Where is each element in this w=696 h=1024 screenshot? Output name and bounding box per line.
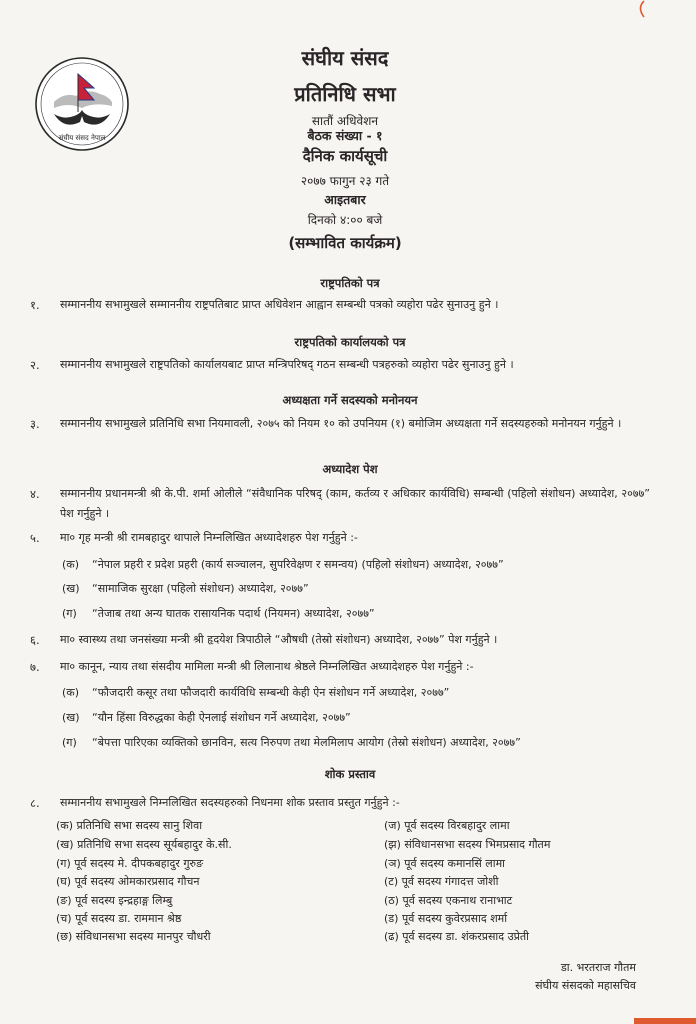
condolence-member: (ढ) पूर्व सदस्य डा. शंकरप्रसाद उप्रेती (384, 930, 530, 943)
condolence-member: (ञ) पूर्व सदस्य कमानसिं लामा (384, 857, 506, 870)
item-number: २. (30, 358, 40, 372)
sub-item-text: “फौजदारी कसूर तथा फौजदारी कार्यविधि सम्बन्धी केही ऐन संशोधन गर्ने अध्यादेश, २०७७” (92, 686, 450, 699)
condolence-member: (ख) प्रतिनिधि सभा सदस्य सूर्यबहादुर के.सी. (56, 838, 232, 851)
condolence-member: (च) पूर्व सदस्य डा. राममान श्रेष्ठ (56, 912, 182, 925)
item-number: ५. (30, 531, 40, 545)
item-number: १. (30, 298, 40, 312)
agenda-item-text: मा० कानून, न्याय तथा संसदीय मामिला मन्त्री श्री लिलानाथ श्रेष्ठले निम्नलिखित अध्यादेशहरु पेश गर्नुहुने :- (60, 660, 474, 673)
condolence-member: (ड) पूर्व सदस्य कुवेरप्रसाद शर्मा (384, 912, 508, 925)
agenda-item-text: सम्माननीय सभामुखले राष्ट्रपतिको कार्यालयबाट प्राप्त मन्त्रिपरिषद् गठन सम्बन्धी पत्रहरुको व्यहोरा पढेर सुनाउनु हुने । (60, 358, 514, 371)
item-number: ८. (30, 796, 40, 810)
parliament-emblem-icon (34, 56, 130, 152)
section-heading: शोक प्रस्ताव (324, 767, 376, 781)
sub-item-text: “नेपाल प्रहरी र प्रदेश प्रहरी (कार्य सञ्चालन, सुपरिवेक्षण र समन्वय) (पहिलो संशोधन) अध्यादेश, २०७७” (92, 558, 504, 571)
agenda-item-text: सम्माननीय सभामुखले प्रतिनिधि सभा नियमावली, २०७५ को नियम १० को उपनियम (१) बमोजिम अध्यक्षता गर्ने सदस्यहरुको मनोनयन गर्नुहुने । (60, 417, 622, 430)
svg-text:संघीय संसद नेपाल: संघीय संसद नेपाल (58, 134, 106, 142)
agenda-item-text: सम्माननीय प्रधानमन्त्री श्री के.पी. शर्मा ओलीले “संवैधानिक परिषद् (काम, कर्तव्य र अधिकार कार्यविधि) सम्बन्धी (पहिलो संशोधन) अध्यादेश, २०७७” पेश गर्नुहुने । (60, 487, 650, 520)
condolence-member: (छ) संविधानसभा सदस्य मानपुर चौधरी (56, 930, 211, 943)
meeting-day: आइतबार (324, 192, 366, 207)
sub-item-text: “यौन हिंसा विरुद्धका केही ऐनलाई संशोधन गर्ने अध्यादेश, २०७७” (92, 711, 351, 724)
item-number: ७. (30, 660, 40, 674)
sub-item-label: (ख) (62, 711, 80, 724)
parliament-name: संघीय संसद (301, 46, 389, 70)
sub-item-text: “बेपत्ता पारिएका व्यक्तिको छानविन, सत्य निरुपण तथा मेलमिलाप आयोग (तेस्रो संशोधन) अध्यादेश, २०७७” (92, 736, 521, 749)
sub-item-label: (ख) (62, 582, 80, 595)
condolence-member: (ट) पूर्व सदस्य गंगादत्त जोशी (384, 875, 499, 888)
sub-item-label: (ग) (62, 607, 77, 620)
condolence-member: (ठ) पूर्व सदस्य एकनाथ रानाभाट (384, 894, 513, 907)
corner-mark-icon (636, 0, 646, 18)
section-heading: अध्यक्षता गर्ने सदस्यको मनोनयन (282, 393, 418, 407)
agenda-item-text: मा० स्वास्थ्य तथा जनसंख्या मन्त्री श्री हृदयेश त्रिपाठीले “औषधी (तेस्रो संशोधन) अध्यादेश, २०७७” पेश गर्नुहुने । (60, 633, 498, 646)
condolence-member: (ज) पूर्व सदस्य विरबहादुर लामा (384, 819, 510, 832)
house-name: प्रतिनिधि सभा (294, 82, 396, 106)
sub-item-label: (ग) (62, 736, 77, 749)
page-subtitle: (सम्भावित कार्यक्रम) (288, 234, 402, 252)
condolence-member: (घ) पूर्व सदस्य ओमकारप्रसाद गौचन (56, 875, 200, 888)
sub-item-text: “सामाजिक सुरक्षा (पहिलो संशोधन) अध्यादेश, २०७७” (92, 582, 309, 595)
item-number: ४. (30, 487, 40, 501)
signatory-title: संघीय संसदको महासचिव (535, 979, 636, 992)
sub-item-text: “तेजाब तथा अन्य घातक रासायनिक पदार्थ (नियमन) अध्यादेश, २०७७” (92, 607, 375, 620)
session-name: सातौं अधिवेशन (311, 114, 379, 128)
agenda-item-text: सम्माननीय सभामुखले सम्माननीय राष्ट्रपतिबाट प्राप्त अधिवेशन आह्वान सम्बन्धी पत्रको व्यहोरा पढेर सुनाउनु हुने । (60, 298, 499, 311)
meeting-time: दिनको ४:०० बजे (307, 213, 383, 227)
section-heading: राष्ट्रपतिको पत्र (320, 276, 380, 290)
page-title: दैनिक कार्यसूची (302, 147, 388, 165)
agenda-item-text: मा० गृह मन्त्री श्री रामबहादुर थापाले निम्नलिखित अध्यादेशहरु पेश गर्नुहुने :- (60, 531, 358, 544)
condolence-member: (ङ) पूर्व सदस्य इन्द्रहाङ्ग लिम्बु (56, 894, 173, 907)
corner-accent-bar (634, 1018, 696, 1024)
condolence-member: (झ) संविधानसभा सदस्य भिमप्रसाद गौतम (384, 838, 551, 851)
sub-item-label: (क) (62, 558, 80, 571)
agenda-item-text: सम्माननीय सभामुखले निम्नलिखित सदस्यहरुको निधनमा शोक प्रस्ताव प्रस्तुत गर्नुहुने :- (60, 796, 400, 809)
meeting-number: बैठक संख्या - १ (307, 128, 383, 143)
meeting-date: २०७७ फागुन २३ गते (300, 174, 390, 188)
condolence-member: (क) प्रतिनिधि सभा सदस्य सानु शिवा (56, 819, 203, 832)
section-heading: अध्यादेश पेश (322, 462, 378, 476)
signatory-name: डा. भरतराज गौतम (560, 961, 636, 974)
item-number: ३. (30, 417, 40, 431)
condolence-member: (ग) पूर्व सदस्य मे. दीपकबहादुर गुरुङ (56, 857, 204, 870)
section-heading: राष्ट्रपतिको कार्यालयको पत्र (294, 335, 406, 349)
sub-item-label: (क) (62, 686, 80, 699)
item-number: ६. (30, 633, 40, 647)
